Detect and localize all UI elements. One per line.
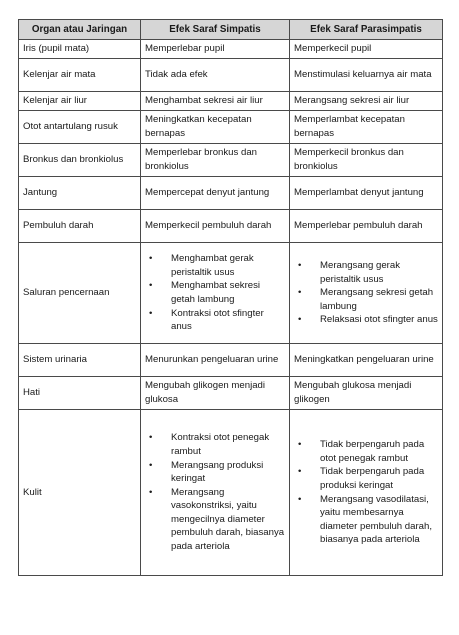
table-row	[19, 111, 443, 144]
table-row	[19, 177, 443, 210]
list-item: • Merangsang gerak peristaltik usus	[294, 259, 438, 286]
simpatis-cell	[141, 243, 290, 344]
list-item: • Kontraksi otot sfingter anus	[145, 307, 285, 334]
parasimpatis-cell: Merangsang sekresi air liur	[290, 92, 443, 111]
list-item: • Merangsang sekresi getah lambung	[294, 286, 438, 313]
organ-cell: Sistem urinaria	[19, 344, 141, 377]
header-parasimpatis: Efek Saraf Parasimpatis	[290, 20, 443, 40]
simpatis-cell	[141, 410, 290, 576]
list-item: • Menghambat sekresi getah lambung	[145, 279, 285, 306]
header-simpatis: Efek Saraf Simpatis	[141, 20, 290, 40]
effect-list	[145, 252, 285, 334]
parasimpatis-cell: Memperlebar pembuluh darah	[290, 210, 443, 243]
parasimpatis-cell: Mengubah glukosa menjadi glikogen	[290, 377, 443, 410]
simpatis-cell: Menurunkan pengeluaran urine	[141, 344, 290, 377]
simpatis-cell: Memperlebar pupil	[141, 40, 290, 59]
table-header	[19, 20, 443, 40]
table-row	[19, 243, 443, 344]
list-item: • Tidak berpengaruh pada otot penegak rambut	[294, 438, 438, 465]
parasimpatis-cell: Memperlambat denyut jantung	[290, 177, 443, 210]
organ-cell: Iris (pupil mata)	[19, 40, 141, 59]
list-item: • Merangsang produksi keringat	[145, 459, 285, 486]
list-item: • Merangsang vasokonstriksi, yaitu mengecilnya diameter pembuluh darah, biasanya pada arteriola	[145, 486, 285, 554]
parasimpatis-cell: Memperkecil bronkus dan bronkiolus	[290, 144, 443, 177]
parasimpatis-cell: Menstimulasi keluarnya air mata	[290, 59, 443, 92]
parasimpatis-cell: Meningkatkan pengeluaran urine	[290, 344, 443, 377]
header-row	[19, 20, 443, 40]
effect-list	[145, 431, 285, 553]
parasimpatis-cell: Memperlambat kecepatan bernapas	[290, 111, 443, 144]
table-row	[19, 344, 443, 377]
list-item: • Tidak berpengaruh pada produksi keringat	[294, 465, 438, 492]
effect-list	[294, 438, 438, 547]
effect-list	[294, 259, 438, 327]
table-row	[19, 410, 443, 576]
organ-cell: Pembuluh darah	[19, 210, 141, 243]
list-item: • Menghambat gerak peristaltik usus	[145, 252, 285, 279]
list-item: • Relaksasi otot sfingter anus	[294, 313, 438, 327]
simpatis-cell: Memperlebar bronkus dan bronkiolus	[141, 144, 290, 177]
simpatis-cell: Mengubah glikogen menjadi glukosa	[141, 377, 290, 410]
organ-cell: Otot antartulang rusuk	[19, 111, 141, 144]
parasimpatis-cell	[290, 243, 443, 344]
table-row	[19, 92, 443, 111]
table-row	[19, 377, 443, 410]
list-item: • Kontraksi otot penegak rambut	[145, 431, 285, 458]
simpatis-cell: Menghambat sekresi air liur	[141, 92, 290, 111]
nervous-effects-table	[18, 19, 443, 576]
table-body	[19, 40, 443, 576]
organ-cell: Kelenjar air mata	[19, 59, 141, 92]
organ-cell: Bronkus dan bronkiolus	[19, 144, 141, 177]
table-row	[19, 59, 443, 92]
simpatis-cell: Meningkatkan kecepatan bernapas	[141, 111, 290, 144]
organ-cell: Kelenjar air liur	[19, 92, 141, 111]
header-organ: Organ atau Jaringan	[19, 20, 141, 40]
simpatis-cell: Mempercepat denyut jantung	[141, 177, 290, 210]
organ-cell: Saluran pencernaan	[19, 243, 141, 344]
parasimpatis-cell	[290, 410, 443, 576]
parasimpatis-cell: Memperkecil pupil	[290, 40, 443, 59]
organ-cell: Hati	[19, 377, 141, 410]
simpatis-cell: Tidak ada efek	[141, 59, 290, 92]
simpatis-cell: Memperkecil pembuluh darah	[141, 210, 290, 243]
organ-cell: Jantung	[19, 177, 141, 210]
organ-cell: Kulit	[19, 410, 141, 576]
table-row	[19, 210, 443, 243]
table-row	[19, 40, 443, 59]
table-row	[19, 144, 443, 177]
list-item: • Merangsang vasodilatasi, yaitu membesarnya diameter pembuluh darah, biasanya pada arteriola	[294, 493, 438, 547]
